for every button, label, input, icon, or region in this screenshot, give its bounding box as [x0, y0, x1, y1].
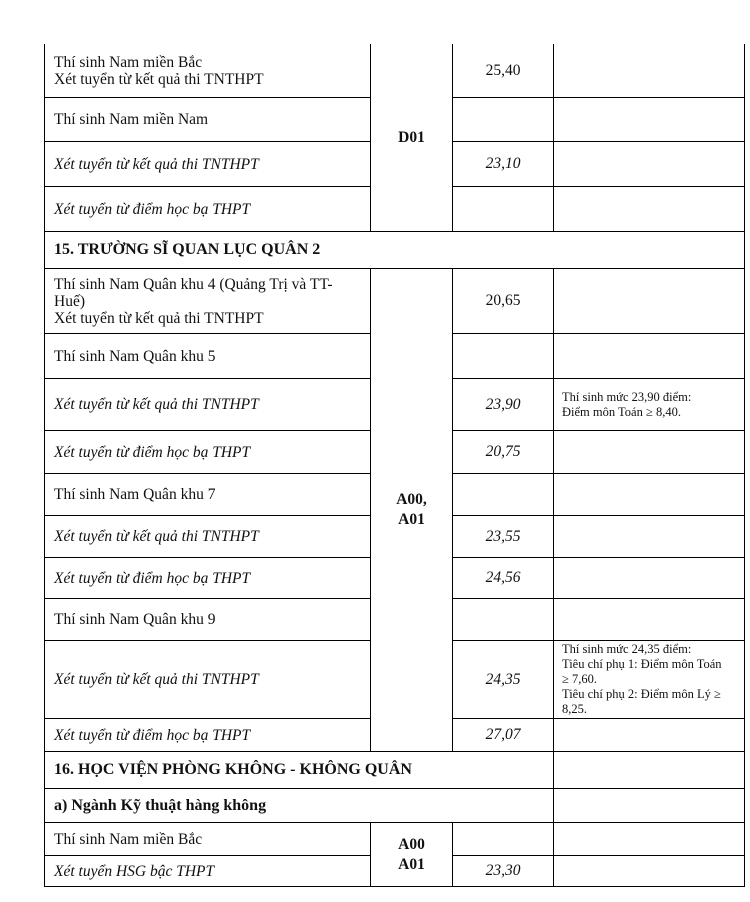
admission-score: [453, 719, 553, 751]
grid-line-horizontal: [44, 515, 371, 516]
description-line: Xét tuyển từ kết quả thi TNTHPT: [54, 671, 259, 688]
candidate-description: [45, 856, 370, 886]
grid-line-horizontal: [452, 186, 745, 187]
description-line: Xét tuyển từ kết quả thi TNTHPT: [54, 309, 264, 327]
grid-line-vertical: [553, 430, 554, 473]
note-line: Điểm môn Toán ≥ 8,40.: [562, 404, 681, 419]
grid-line-horizontal: [44, 855, 371, 856]
grid-line-horizontal: [44, 886, 745, 887]
grid-line-vertical: [553, 141, 554, 186]
grid-line-horizontal: [44, 557, 371, 558]
candidate-description: [45, 474, 370, 515]
grid-line-vertical: [370, 822, 371, 855]
grid-line-horizontal: [44, 378, 371, 379]
grid-line-vertical: [553, 855, 554, 886]
grid-line-vertical: [452, 515, 453, 557]
grid-line-horizontal: [452, 718, 745, 719]
grid-line-vertical: [452, 333, 453, 378]
grid-line-vertical: [370, 268, 371, 333]
note-line: Tiêu chí phụ 2: Điểm môn Lý ≥: [562, 687, 721, 701]
grid-line-vertical: [370, 378, 371, 430]
subject-combination: [371, 269, 452, 751]
grid-line-vertical: [370, 333, 371, 378]
subject-combination-line: D01: [398, 129, 425, 146]
grid-line-vertical: [553, 788, 554, 822]
grid-line-vertical: [553, 268, 554, 333]
section-header-text: 15. TRƯỜNG SĨ QUAN LỤC QUÂN 2: [54, 241, 321, 258]
candidate-description: [45, 379, 370, 430]
grid-line-vertical: [553, 186, 554, 231]
candidate-description: [45, 431, 370, 473]
subject-combination-line: A00,: [396, 491, 427, 508]
description-line: Xét tuyển từ điểm học bạ THPT: [54, 569, 251, 587]
grid-line-vertical: [452, 640, 453, 718]
grid-line-vertical: [553, 44, 554, 97]
grid-line-horizontal: [44, 640, 371, 641]
admission-score: [453, 379, 553, 430]
description-line: Xét tuyển từ kết quả thi TNTHPT: [54, 396, 259, 413]
tiebreak-note: [554, 431, 744, 473]
admission-score: [453, 558, 553, 598]
grid-line-horizontal: [452, 557, 745, 558]
note-line: Tiêu chí phụ 1: Điểm môn Toán: [562, 657, 722, 671]
note-line: Thí sinh mức 24,35 điểm:: [562, 642, 692, 656]
grid-line-horizontal: [452, 855, 745, 856]
score-value: 23,10: [485, 155, 521, 172]
grid-line-vertical: [553, 473, 554, 515]
candidate-description: [45, 719, 370, 751]
description-line: Xét tuyển từ điểm học bạ THPT: [54, 726, 251, 744]
tiebreak-note: [554, 45, 744, 97]
description-line: Xét tuyển từ kết quả thi TNTHPT: [54, 528, 259, 545]
score-value: 24,35: [485, 670, 521, 688]
tiebreak-note: [554, 269, 744, 333]
grid-line-vertical: [452, 186, 453, 231]
description-line: Xét tuyển từ kết quả thi TNTHPT: [54, 155, 259, 173]
admission-score: [453, 823, 553, 855]
grid-line-horizontal: [44, 141, 371, 142]
grid-line-horizontal: [44, 333, 371, 334]
candidate-description: [45, 599, 370, 640]
tiebreak-note: [554, 187, 744, 231]
score-value: 27,07: [485, 726, 521, 743]
note-line: 8,25.: [562, 702, 587, 716]
admission-score: [453, 856, 553, 886]
section-header: [45, 232, 744, 268]
section-header-text: 16. HỌC VIỆN PHÒNG KHÔNG - KHÔNG QUÂN: [54, 761, 412, 778]
grid-line-vertical: [553, 97, 554, 141]
grid-line-vertical: [452, 473, 453, 515]
grid-line-horizontal: [452, 97, 745, 98]
description-line: Xét tuyển từ điểm học bạ THPT: [54, 200, 251, 218]
grid-line-vertical: [452, 598, 453, 640]
description-line: Thí sinh Nam miền Bắc: [54, 54, 203, 71]
grid-line-vertical: [370, 44, 371, 97]
description-line: Thí sinh Nam miền Bắc: [54, 830, 203, 848]
grid-line-vertical: [452, 378, 453, 430]
subject-combination-line: A01: [398, 855, 425, 873]
grid-line-vertical: [452, 268, 453, 333]
candidate-description: [45, 823, 370, 855]
grid-line-horizontal: [452, 333, 745, 334]
admission-score: [453, 516, 553, 557]
grid-line-vertical: [370, 640, 371, 718]
description-line: Thí sinh Nam Quân khu 4 (Quảng Trị và TT-: [54, 275, 333, 293]
candidate-description: [45, 45, 370, 97]
score-value: 23,55: [485, 527, 521, 545]
tiebreak-note: [554, 379, 744, 430]
tiebreak-note: [554, 474, 744, 515]
admission-score: [453, 98, 553, 141]
grid-line-vertical: [370, 430, 371, 473]
candidate-description: [45, 641, 370, 718]
admission-score: [453, 641, 553, 718]
grid-line-vertical: [553, 718, 554, 751]
description-line: Thí sinh Nam Quân khu 5: [54, 347, 216, 365]
tiebreak-note: [554, 98, 744, 141]
grid-line-vertical: [553, 751, 554, 788]
section-header-text: a) Ngành Kỹ thuật hàng không: [54, 796, 267, 814]
grid-line-vertical: [452, 97, 453, 141]
grid-line-vertical: [370, 141, 371, 186]
grid-line-vertical: [370, 598, 371, 640]
grid-line-vertical: [553, 378, 554, 430]
description-line: Thí sinh Nam miền Nam: [54, 111, 209, 128]
grid-line-horizontal: [44, 751, 745, 752]
grid-line-vertical: [553, 333, 554, 378]
score-value: 25,40: [485, 62, 521, 79]
grid-line-vertical: [370, 718, 371, 751]
tiebreak-note: [554, 856, 744, 886]
description-line: Huế): [54, 292, 85, 310]
grid-line-horizontal: [452, 515, 745, 516]
grid-line-vertical: [452, 430, 453, 473]
grid-line-horizontal: [44, 186, 371, 187]
candidate-description: [45, 187, 370, 231]
grid-line-vertical: [452, 718, 453, 751]
tiebreak-note: [554, 558, 744, 598]
admission-score: [453, 474, 553, 515]
score-value: 20,65: [485, 292, 521, 309]
note-line: Thí sinh mức 23,90 điểm:: [562, 389, 692, 404]
description-line: Xét tuyển từ kết quả thi TNTHPT: [54, 71, 264, 88]
section-header: [45, 789, 553, 822]
subject-combination: [371, 45, 452, 231]
admission-score: [453, 431, 553, 473]
candidate-description: [45, 516, 370, 557]
grid-line-vertical: [553, 598, 554, 640]
grid-line-horizontal: [452, 141, 745, 142]
description-line: Thí sinh Nam Quân khu 7: [54, 486, 216, 503]
description-line: Thí sinh Nam Quân khu 9: [54, 611, 216, 628]
grid-line-vertical: [452, 44, 453, 97]
grid-line-vertical: [553, 557, 554, 598]
score-value: 24,56: [485, 569, 521, 586]
grid-line-vertical: [553, 640, 554, 718]
admission-score: [453, 599, 553, 640]
candidate-description: [45, 334, 370, 378]
subject-combination-line: A00: [398, 835, 425, 853]
grid-line-horizontal: [44, 268, 745, 269]
grid-line-vertical: [370, 473, 371, 515]
admission-score: [453, 269, 553, 333]
grid-line-horizontal: [452, 378, 745, 379]
description-line: Xét tuyển HSG bậc THPT: [54, 862, 215, 880]
tiebreak-note: [554, 719, 744, 751]
subject-combination: [371, 823, 452, 886]
admission-score: [453, 187, 553, 231]
grid-line-horizontal: [44, 718, 371, 719]
grid-line-horizontal: [44, 97, 371, 98]
grid-line-vertical: [370, 97, 371, 141]
admission-score: [453, 142, 553, 186]
grid-line-vertical: [452, 822, 453, 855]
tiebreak-note: [554, 334, 744, 378]
grid-line-vertical: [370, 855, 371, 886]
subject-combination-line: A01: [398, 511, 425, 528]
grid-line-horizontal: [44, 822, 745, 823]
grid-line-vertical: [370, 186, 371, 231]
grid-line-vertical: [44, 44, 45, 887]
grid-line-vertical: [452, 557, 453, 598]
candidate-description: [45, 558, 370, 598]
grid-line-horizontal: [452, 430, 745, 431]
grid-line-horizontal: [44, 473, 371, 474]
grid-line-vertical: [553, 822, 554, 855]
grid-line-horizontal: [452, 640, 745, 641]
admission-score: [453, 45, 553, 97]
candidate-description: [45, 98, 370, 141]
score-value: 23,90: [485, 395, 521, 413]
grid-line-horizontal: [44, 598, 371, 599]
grid-line-vertical: [553, 515, 554, 557]
grid-line-vertical: [744, 44, 745, 887]
grid-line-horizontal: [44, 788, 745, 789]
grid-line-vertical: [370, 515, 371, 557]
score-value: 20,75: [485, 443, 521, 460]
admission-score: [453, 334, 553, 378]
grid-line-vertical: [452, 141, 453, 186]
tiebreak-note: [554, 142, 744, 186]
score-value: 23,30: [485, 862, 521, 879]
grid-line-vertical: [370, 557, 371, 598]
grid-line-horizontal: [452, 598, 745, 599]
grid-line-horizontal: [44, 430, 371, 431]
section-header: [45, 752, 553, 788]
tiebreak-note: [554, 599, 744, 640]
tiebreak-note: [554, 641, 744, 718]
candidate-description: [45, 142, 370, 186]
tiebreak-note: [554, 823, 744, 855]
note-line: ≥ 7,60.: [562, 672, 597, 686]
tiebreak-note: [554, 516, 744, 557]
candidate-description: [45, 269, 370, 333]
grid-line-vertical: [452, 855, 453, 886]
grid-line-horizontal: [452, 473, 745, 474]
description-line: Xét tuyển từ điểm học bạ THPT: [54, 443, 251, 461]
grid-line-horizontal: [44, 231, 745, 232]
